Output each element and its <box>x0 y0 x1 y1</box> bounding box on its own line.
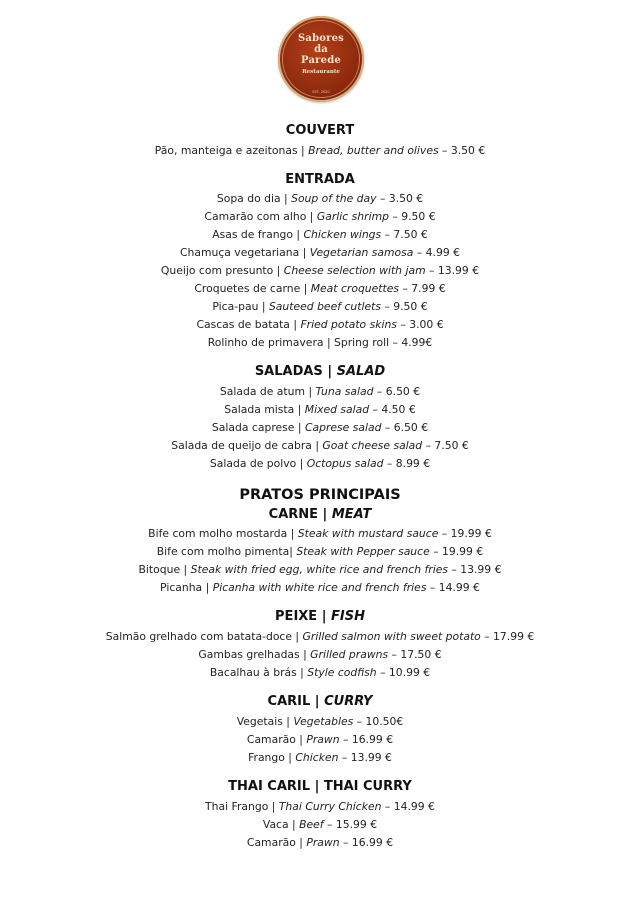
item-price: – 14.99 € <box>381 800 435 813</box>
item-en: Goat cheese salad <box>322 439 423 452</box>
item-price: – 15.99 € <box>323 818 378 831</box>
section-title-pt: CARIL | <box>267 694 325 709</box>
section-title-pt: SALADAS | <box>254 364 337 379</box>
item-en: Sauteed beef cutlets <box>268 300 381 313</box>
menu-item <box>0 527 640 541</box>
menu-item <box>0 800 640 814</box>
menu-item <box>0 144 640 158</box>
item-pt: Cascas de batata | <box>196 318 301 331</box>
logo-name-line1: Sabores <box>297 33 345 44</box>
item-price: – 9.50 € <box>388 210 436 223</box>
menu-item <box>0 457 640 471</box>
item-pt: Gambas grelhadas | <box>198 648 311 661</box>
item-en: Vegetables <box>293 715 354 728</box>
section-title-en: MEAT <box>331 507 372 522</box>
logo-name-line2: da <box>314 44 328 55</box>
menu-item <box>0 403 640 417</box>
item-price: – 7.50 € <box>422 439 469 452</box>
item-pt: Pica-pau | <box>212 300 269 313</box>
item-pt: Bitoque | <box>138 563 191 576</box>
item-pt: Sopa do dia | <box>216 192 292 205</box>
item-pt: Salada mista | <box>224 403 305 416</box>
item-price: – 13.99 € <box>425 264 480 277</box>
section-title-en: FISH <box>330 609 365 624</box>
item-en: Steak with Pepper sauce <box>296 545 430 558</box>
item-price: – 9.50 € <box>380 300 428 313</box>
menu-item <box>0 836 640 850</box>
menu-item <box>0 264 640 278</box>
menu-item <box>0 715 640 729</box>
item-en: Caprese salad <box>304 421 382 434</box>
menu-item <box>0 666 640 680</box>
item-pt: Pão, manteiga e azeitonas | <box>154 144 309 157</box>
item-pt: Rolinho de primavera | Spring roll – 4.99€ <box>207 336 433 349</box>
item-price: – 3.50 € <box>438 144 486 157</box>
item-price: – 4.50 € <box>369 403 416 416</box>
menu-item <box>0 648 640 662</box>
section-title-en: SALAD <box>336 364 386 379</box>
item-en: Mixed salad <box>304 403 370 416</box>
menu-item <box>0 210 640 224</box>
menu-item <box>0 545 640 559</box>
menu-item <box>0 751 640 765</box>
item-pt: Croquetes de carne | <box>194 282 311 295</box>
item-price: – 6.50 € <box>381 421 429 434</box>
item-pt: Camarão | <box>246 733 307 746</box>
menu-item <box>0 630 640 644</box>
item-pt: Asas de frango | <box>212 228 304 241</box>
item-en: Bread, butter and olives <box>308 144 439 157</box>
item-pt: Bacalhau à brás | <box>209 666 308 679</box>
item-price: – 14.99 € <box>426 581 480 594</box>
logo-name <box>278 33 364 66</box>
logo-small-text: EST. 2020 <box>312 90 330 94</box>
item-price: – 8.99 € <box>383 457 431 470</box>
menu-item <box>0 439 640 453</box>
item-pt: Salmão grelhado com batata-doce | <box>105 630 303 643</box>
item-en: Thai Curry Chicken <box>278 800 382 813</box>
item-pt: Salada de polvo | <box>209 457 307 470</box>
item-en: Steak with mustard sauce <box>297 527 439 540</box>
item-en: Fried potato skins <box>300 318 397 331</box>
item-pt: Salada de atum | <box>219 385 316 398</box>
item-en: Garlic shrimp <box>316 210 389 223</box>
item-price: – 19.99 € <box>438 527 492 540</box>
item-en: Grilled salmon with sweet potato <box>302 630 481 643</box>
section-title-pt: PEIXE | <box>275 609 331 624</box>
item-price: – 6.50 € <box>373 385 421 398</box>
menu-item <box>0 336 640 350</box>
item-en: Style codfish <box>307 666 377 679</box>
section-title-caril <box>0 694 640 710</box>
item-pt: Frango | <box>248 751 296 764</box>
menu-item <box>0 282 640 296</box>
item-price: – 4.99 € <box>413 246 461 259</box>
section-title-entrada: ENTRADA <box>285 172 355 187</box>
item-pt: Bife com molho mostarda | <box>148 527 298 540</box>
section-title-pratos-principais: PRATOS PRINCIPAIS <box>239 487 401 503</box>
section-title-saladas <box>0 364 640 380</box>
item-en: Prawn <box>306 836 340 849</box>
item-en: Chicken <box>295 751 339 764</box>
item-pt: Queijo com presunto | <box>160 264 284 277</box>
section-title-pt: CARNE | <box>268 507 332 522</box>
item-price: – 17.50 € <box>388 648 442 661</box>
item-price: – 13.99 € <box>338 751 392 764</box>
menu-item <box>0 318 640 332</box>
menu-item <box>0 563 640 577</box>
item-pt: Vaca | <box>262 818 300 831</box>
item-en: Chicken wings <box>303 228 382 241</box>
item-en: Octopus salad <box>306 457 384 470</box>
item-price: – 3.00 € <box>396 318 444 331</box>
menu-item <box>0 733 640 747</box>
item-en: Tuna salad <box>315 385 374 398</box>
menu-item <box>0 300 640 314</box>
item-price: – 16.99 € <box>339 836 394 849</box>
menu-item <box>0 228 640 242</box>
item-price: – 16.99 € <box>339 733 394 746</box>
item-pt: Camarão com alho | <box>204 210 317 223</box>
item-price: – 3.50 € <box>376 192 424 205</box>
item-en: Picanha with white rice and french fries <box>212 581 427 594</box>
menu-item <box>0 385 640 399</box>
item-pt: Camarão | <box>246 836 307 849</box>
item-pt: Salada de queijo de cabra | <box>171 439 323 452</box>
item-en: Meat croquettes <box>310 282 400 295</box>
item-pt: Salada caprese | <box>211 421 305 434</box>
restaurant-logo <box>278 16 364 102</box>
item-price: – 7.99 € <box>399 282 446 295</box>
item-en: Grilled prawns <box>310 648 389 661</box>
menu-item <box>0 581 640 595</box>
section-title-couvert: COUVERT <box>285 123 355 138</box>
item-en: Soup of the day <box>291 192 377 205</box>
logo-subtitle: Restaurante <box>302 69 340 75</box>
item-pt: Bife com molho pimenta| <box>156 545 297 558</box>
item-price: – 19.99 € <box>429 545 484 558</box>
section-title-peixe <box>0 609 640 625</box>
item-price: – 13.99 € <box>447 563 502 576</box>
item-pt: Vegetais | <box>236 715 294 728</box>
menu-item <box>0 818 640 832</box>
item-pt: Chamuça vegetariana | <box>179 246 310 259</box>
section-title-thai-caril: THAI CARIL | THAI CURRY <box>228 779 412 794</box>
menu-item <box>0 421 640 435</box>
section-title-carne <box>0 507 640 523</box>
logo-name-line3: Parede <box>301 55 341 66</box>
item-price: – 10.99 € <box>376 666 431 679</box>
item-pt: Picanha | <box>160 581 213 594</box>
item-pt: Thai Frango | <box>205 800 279 813</box>
item-en: Prawn <box>306 733 340 746</box>
item-price: – 10.50€ <box>353 715 404 728</box>
menu-item <box>0 192 640 206</box>
menu-item <box>0 246 640 260</box>
item-en: Cheese selection with jam <box>283 264 426 277</box>
item-en: Vegetarian samosa <box>309 246 414 259</box>
item-en: Beef <box>299 818 324 831</box>
item-price: – 7.50 € <box>381 228 428 241</box>
item-en: Steak with fried egg, white rice and french fries <box>190 563 448 576</box>
section-title-en: CURRY <box>324 694 373 709</box>
item-price: – 17.99 € <box>480 630 535 643</box>
